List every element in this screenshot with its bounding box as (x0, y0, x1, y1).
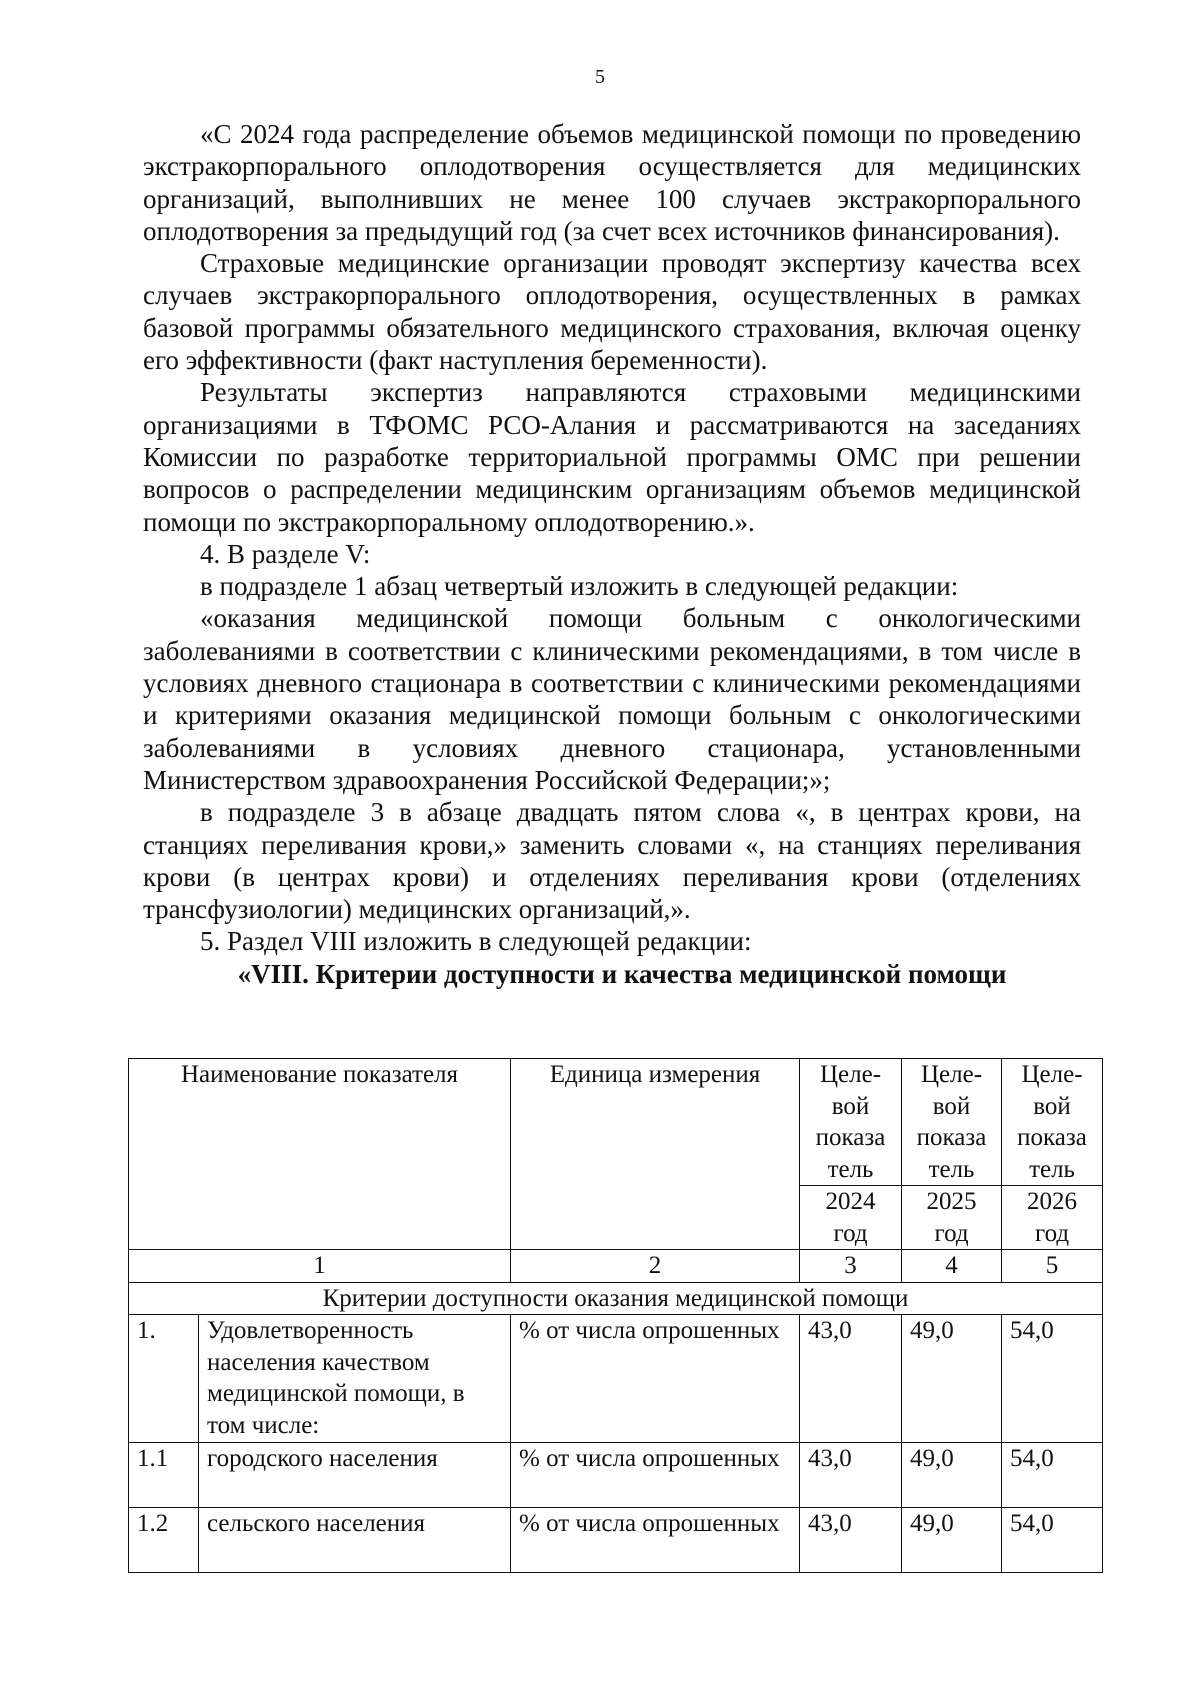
row-value-2024: 43,0 (800, 1508, 902, 1573)
paragraph-item-5: 5. Раздел VIII изложить в следующей редакции: (200, 926, 752, 957)
column-numbers-row (129, 1250, 1103, 1283)
row-value-2025: 49,0 (902, 1443, 1002, 1508)
column-number-3: 3 (800, 1250, 902, 1283)
paragraph-oncology-care: «оказания медицинской помощи больным с онкологическими заболеваниями в соответствии с клиническими рекомендациями, в том числе в условиях дневного стационара в соответствии с клиническими рекомендациями и критериями оказания медицинской помощи больным с онкологическими заболеваниями в условиях дневного стационара, установленными Министерством здравоохранения Российской Федерации;»; (143, 603, 1081, 795)
column-number-5: 5 (1002, 1250, 1103, 1283)
row-value-2025: 49,0 (902, 1508, 1002, 1573)
row-number: 1.1 (129, 1443, 199, 1508)
section-heading: «VIII. Критерии доступности и качества медицинской помощи (237, 958, 1007, 989)
row-indicator-name: сельского населения (199, 1508, 511, 1573)
document-body (143, 118, 1081, 990)
header-year-2026: 2026 год (1002, 1186, 1103, 1250)
row-number: 1.2 (129, 1508, 199, 1573)
row-value-2026: 54,0 (1002, 1508, 1103, 1573)
header-unit: Единица измерения (511, 1059, 800, 1250)
paragraph-subsection-1: в подразделе 1 абзац четвертый изложить в следующей редакции: (200, 571, 959, 602)
row-indicator-name: городского населения (199, 1443, 511, 1508)
column-number-2: 2 (511, 1250, 800, 1283)
header-indicator-name: Наименование показателя (129, 1059, 511, 1250)
table-row (129, 1443, 1103, 1508)
header-target-2025: Целе-вой показа тель (902, 1059, 1002, 1186)
column-number-1: 1 (129, 1250, 511, 1283)
table-row (129, 1508, 1103, 1573)
paragraph-item-4: 4. В разделе V: (200, 538, 371, 569)
page-number: 5 (595, 66, 605, 88)
row-value-2026: 54,0 (1002, 1315, 1103, 1443)
row-unit: % от числа опрошенных (511, 1443, 800, 1508)
row-value-2024: 43,0 (800, 1443, 902, 1508)
paragraph-expertise-results: Результаты экспертиз направляются страховыми медицинскими организациями в ТФОМС РСО-Алания и рассматриваются на заседаниях Комиссии по разработке территориальной программы ОМС при решении вопросов о распределении медицинским организациям объемов медицинской помощи по экстракорпоральному оплодотворению.». (143, 377, 1081, 537)
row-indicator-name: Удовлетворенность населения качеством медицинской помощи, в том числе: (199, 1315, 511, 1443)
paragraph-insurance-expertise: Страховые медицинские организации проводят экспертизу качества всех случаев экстракорпорального оплодотворения, осуществленных в рамках базовой программы обязательного медицинского страхования, включая оценку его эффективности (факт наступления беременности). (143, 248, 1081, 376)
section-title-row (129, 1282, 1103, 1315)
paragraph-subsection-3: в подразделе 3 в абзаце двадцать пятом слова «, в центрах крови, на станциях переливания крови,» заменить словами «, на станциях переливания крови (в центрах крови) и отделениях переливания крови (отделениях трансфузиологии) медицинских организаций,». (143, 797, 1081, 925)
paragraph-ivf-distribution: «С 2024 года распределение объемов медицинской помощи по проведению экстракорпорального оплодотворения осуществляется для медицинских организаций, выполнивших не менее 100 случаев экстракорпорального оплодотворения за предыдущий год (за счет всех источников финансирования). (143, 119, 1081, 246)
row-unit: % от числа опрошенных (511, 1315, 800, 1443)
header-year-2025: 2025 год (902, 1186, 1002, 1250)
header-target-2026: Целе-вой показа тель (1002, 1059, 1103, 1186)
table-section-title: Критерии доступности оказания медицинской помощи (129, 1282, 1103, 1315)
row-unit: % от числа опрошенных (511, 1508, 800, 1573)
criteria-table (128, 1058, 1103, 1573)
header-year-2024: 2024 год (800, 1186, 902, 1250)
row-number: 1. (129, 1315, 199, 1443)
row-value-2026: 54,0 (1002, 1443, 1103, 1508)
header-target-2024: Целе-вой показа тель (800, 1059, 902, 1186)
table-header-row (129, 1059, 1103, 1186)
row-value-2024: 43,0 (800, 1315, 902, 1443)
table-row (129, 1315, 1103, 1443)
row-value-2025: 49,0 (902, 1315, 1002, 1443)
column-number-4: 4 (902, 1250, 1002, 1283)
